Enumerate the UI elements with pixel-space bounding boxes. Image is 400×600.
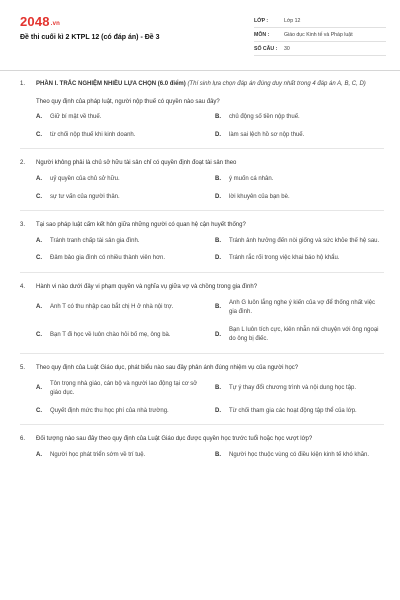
options-grid: [36, 175, 384, 202]
option-text: Bạn L luôn tích cực, kiên nhẫn nói chuyện với ông ngoại do ông bị điếc.: [229, 326, 379, 343]
option-text: Quyết định mức thu học phí của nhà trường.: [50, 407, 169, 414]
option-label: A.: [36, 114, 42, 121]
options-grid: [36, 113, 384, 140]
option-label: A.: [36, 304, 42, 311]
option-label: A.: [36, 175, 42, 182]
question-text: Đối tượng nào sau đây theo quy định của Luật Giáo dục được quyền học trước tuổi hoặc học vượt lớp?: [36, 436, 313, 443]
option-text: từ chối nộp thuế khi kinh doanh.: [50, 131, 136, 138]
meta-table: [254, 14, 386, 56]
part-heading: [20, 80, 384, 90]
meta-key: MÔN :: [254, 31, 270, 38]
option-text: Người học phát triển sớm về trí tuệ.: [50, 451, 146, 458]
question-number: 4.: [20, 283, 26, 290]
option-text: Tránh rắc rối trong việc khai báo hộ khẩu.: [229, 255, 340, 262]
option-label: D.: [215, 131, 221, 138]
question-line: [20, 435, 384, 445]
question-divider: [20, 210, 384, 211]
question-text: Hành vi nào dưới đây vi phạm quyền và nghĩa vụ giữa vợ và chồng trong gia đình?: [36, 283, 258, 290]
option-d[interactable]: [215, 407, 384, 417]
option-c[interactable]: [36, 131, 205, 141]
meta-row-mon: [254, 28, 386, 42]
meta-row-so-cau: [254, 42, 386, 56]
question-number: 6.: [20, 436, 26, 443]
meta-key: LỚP :: [254, 17, 269, 24]
options-grid: [36, 237, 384, 264]
question-5: [20, 364, 384, 425]
meta-key: SỐ CÂU :: [254, 45, 278, 52]
option-label: C.: [36, 193, 42, 200]
option-d[interactable]: [215, 254, 384, 264]
option-a[interactable]: [36, 299, 205, 318]
option-d[interactable]: [215, 131, 384, 141]
question-divider: [20, 272, 384, 273]
header-divider: [0, 70, 400, 71]
logo-suffix: .vn: [50, 21, 61, 27]
question-line: [20, 283, 384, 293]
option-label: D.: [215, 193, 221, 200]
question-divider: [20, 424, 384, 425]
option-text: chủ động số tiền nộp thuế.: [229, 114, 300, 121]
question-divider: [20, 353, 384, 354]
option-label: A.: [36, 385, 42, 392]
option-b[interactable]: [215, 299, 384, 318]
option-b[interactable]: [215, 380, 384, 399]
option-label: C.: [36, 407, 42, 414]
options-grid: [36, 451, 384, 461]
option-d[interactable]: [215, 326, 384, 345]
option-label: C.: [36, 331, 42, 338]
option-text: Giữ bí mật về thuế.: [50, 114, 102, 121]
site-logo[interactable]: [20, 14, 60, 29]
option-b[interactable]: [215, 113, 384, 123]
option-c[interactable]: [36, 193, 205, 203]
option-c[interactable]: [36, 326, 205, 345]
option-text: Anh G luôn lắng nghe ý kiến của vợ để thống nhất việc gia đình.: [229, 299, 376, 316]
option-a[interactable]: [36, 113, 205, 123]
option-label: A.: [36, 237, 42, 244]
option-label: B.: [215, 175, 221, 182]
option-text: Bạn T đi học về luôn chào hỏi bố mẹ, ông bà.: [50, 331, 171, 338]
exam-content: [20, 80, 384, 460]
part-instruction: (Thí sinh lựa chọn đáp án đúng duy nhất trong 4 đáp án A, B, C, D): [187, 81, 366, 87]
question-line: [20, 98, 384, 108]
option-text: Từ chối tham gia các hoạt động tập thể của lớp.: [229, 407, 357, 414]
option-text: Tránh ảnh hưởng đến nòi giống và sức khỏe thế hệ sau.: [229, 237, 380, 244]
option-label: B.: [215, 385, 221, 392]
option-label: D.: [215, 331, 221, 338]
question-number: 3.: [20, 222, 26, 229]
question-2: [20, 159, 384, 211]
option-b[interactable]: [215, 175, 384, 185]
option-b[interactable]: [215, 451, 384, 461]
option-a[interactable]: [36, 451, 205, 461]
question-6: [20, 435, 384, 460]
option-a[interactable]: [36, 237, 205, 247]
part-text: [36, 80, 384, 90]
question-divider: [20, 148, 384, 149]
option-text: Đảm bảo gia đình có nhiều thành viên hơn.: [50, 255, 166, 262]
part-number: 1.: [20, 81, 26, 87]
option-label: A.: [36, 451, 42, 458]
option-label: B.: [215, 304, 221, 311]
option-label: D.: [215, 407, 221, 414]
question-1: [20, 98, 384, 150]
meta-row-lop: [254, 14, 386, 28]
question-3: [20, 221, 384, 273]
option-c[interactable]: [36, 254, 205, 264]
option-label: D.: [215, 255, 221, 262]
option-d[interactable]: [215, 193, 384, 203]
option-text: lời khuyên của bạn bè.: [229, 193, 290, 200]
document-title: Đề thi cuối kì 2 KTPL 12 (có đáp án) - Đề 3: [20, 34, 160, 41]
option-text: Tự ý thay đổi chương trình và nội dung học tập.: [229, 385, 357, 392]
question-text: Tại sao pháp luật cấm kết hôn giữa những người có quan hệ cận huyết thống?: [36, 222, 246, 229]
option-label: C.: [36, 255, 42, 262]
question-text: Người không phải là chủ sở hữu tài sản chỉ có quyền định đoạt tài sản theo: [36, 160, 237, 167]
option-text: ý muốn cá nhân.: [229, 175, 274, 182]
option-a[interactable]: [36, 380, 205, 399]
option-label: C.: [36, 131, 42, 138]
question-number: 2.: [20, 160, 26, 167]
logo-number: 2048: [20, 14, 50, 29]
question-text: Theo quy định của Luật Giáo dục, phát biểu nào sau đây phản ánh đúng nhiệm vụ của người học?: [36, 364, 299, 371]
question-text: Theo quy định của pháp luật, người nộp thuế có quyền nào sau đây?: [36, 98, 220, 105]
question-4: [20, 283, 384, 354]
option-text: làm sai lệch hồ sơ nộp thuế.: [229, 131, 305, 138]
option-text: Tránh tranh chấp tài sản gia đình.: [50, 237, 140, 244]
header: [0, 0, 400, 64]
option-c[interactable]: [36, 407, 205, 417]
question-line: [20, 364, 384, 374]
option-b[interactable]: [215, 237, 384, 247]
option-label: B.: [215, 451, 221, 458]
question-line: [20, 159, 384, 169]
option-text: sự tư vấn của người thân.: [50, 193, 120, 200]
option-text: uỷ quyền của chủ sở hữu.: [50, 175, 120, 182]
option-a[interactable]: [36, 175, 205, 185]
options-grid: [36, 380, 384, 417]
meta-value: 30: [284, 45, 290, 52]
option-text: Anh T có thu nhập cao bắt chị H ở nhà nội trợ.: [50, 304, 174, 311]
options-grid: [36, 299, 384, 345]
meta-value: Lớp 12: [284, 17, 301, 24]
part-title: PHẦN I. TRẮC NGHIỆM NHIỀU LỰA CHỌN (6.0 điểm): [36, 81, 186, 87]
option-label: B.: [215, 114, 221, 121]
option-text: Tôn trọng nhà giáo, cán bộ và người lao động tại cơ sở giáo dục.: [50, 380, 198, 397]
option-label: B.: [215, 237, 221, 244]
question-number: 5.: [20, 364, 26, 371]
question-line: [20, 221, 384, 231]
option-text: Người học thuộc vùng có điều kiện kinh tế khó khăn.: [229, 451, 370, 458]
meta-value: Giáo dục Kinh tế và Pháp luật: [284, 31, 353, 38]
